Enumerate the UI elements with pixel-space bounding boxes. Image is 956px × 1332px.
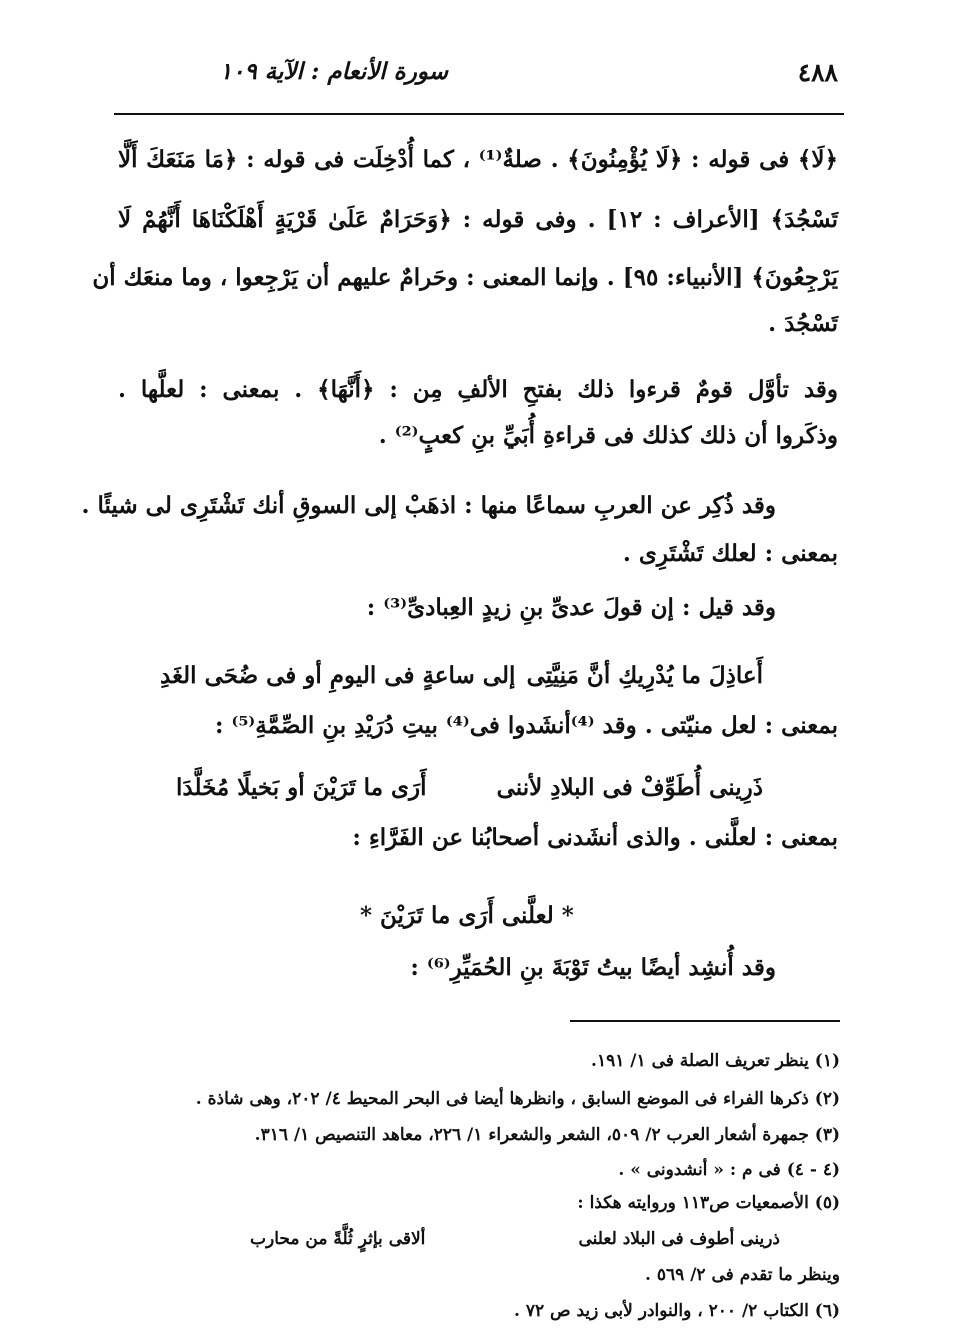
body-line: ﴿لَا﴾ فى قوله : ﴿لَا يُؤْمِنُونَ﴾ . صلةٌ⁽¹⁾ ، كما أُدْخِلَت فى قوله : ﴿مَا مَنَعَكَ أَلَّا [118,146,838,173]
body-line: وقد قيل : إن قولَ عدىِّ بنِ زيدٍ العِبادىِّ⁽³⁾ : [366,594,776,621]
running-title: سورة الأنعام : الآية ١٠٩ [219,58,448,85]
body-line: وذكَروا أن ذلك كذلك فى قراءةِ أُبَيِّ بنِ كعبٍ⁽²⁾ . [378,422,838,449]
body-line: بمعنى : لعلَّنى . والذى أنشَدنى أصحابُنا عن الفَرَّاءِ : [352,824,838,851]
verse-1-hemistich-1: أَعاذِلَ ما يُدْرِيكِ أنَّ مَنِيَّتِى [526,662,763,689]
footnote-6: (٦) الكتاب ٢/ ٢٠٠ ، والنوادر لأبى زيد ص ٧٢ . [513,1301,840,1321]
page-number: ٤٨٨ [797,58,838,87]
footnote-verse-hemistich-1: ذرينى أطوف فى البلاد لعلنى [578,1229,780,1249]
body-line: بمعنى : لعلك تَشْتَرِى . [622,540,838,567]
body-line: وقد ذُكِر عن العربِ سماعًا منها : اذهَبْ إلى السوقِ أنك تَشْتَرِى لى شيئًا . [81,492,776,519]
verse-2-hemistich-1: ذَرِينى أُطَوِّفْ فى البلادِ لأننى [496,774,763,801]
body-line: وقد أُنشِد أيضًا بيتُ تَوْبَةَ بنِ الحُمَيِّرِ⁽⁶⁾ : [410,954,776,981]
body-line: بمعنى : لعل منيّتى . وقد ⁽⁴⁾أنشَدوا فى⁽⁴⁾ بيتِ دُرَيْدِ بنِ الصِّمَّةِ⁽⁵⁾ : [214,712,838,739]
body-line: وقد تأوَّل قومٌ قرءوا ذلك بفتحِ الألفِ مِن : ﴿أَنَّهَا﴾ . بمعنى : لعلَّها . [118,376,838,403]
footnote-3: (٣) جمهرة أشعار العرب ٢/ ٥٠٩، الشعر والشعراء ١/ ٢٢٦، معاهد التنصيص ١/ ٣١٦. [254,1125,840,1145]
footnote-5-continued: وينظر ما تقدم فى ٢/ ٥٦٩ . [645,1265,840,1285]
body-line: تَسْجُدَ﴾ [الأعراف : ١٢] . وفى قوله : ﴿وَحَرَامٌ عَلَىٰ قَرْيَةٍ أَهْلَكْنَاهَا أَنَّهُمْ لَا [118,206,838,233]
page-header [118,58,838,98]
footnote-1: (١) ينظر تعريف الصلة فى ١/ ١٩١. [591,1051,840,1071]
body-line: يَرْجِعُونَ﴾ [الأنبياء: ٩٥] . وإنما المعنى : وحَرامٌ عليهم أن يَرْجِعوا ، وما منعَك أن [92,264,838,291]
verse-1-hemistich-2: إلى ساعةٍ فى اليومِ أو فى ضُحَى الغَدِ [160,662,516,689]
footnote-5: (٥) الأصمعيات ص١١٣ وروايته هكذا : [577,1193,840,1213]
footnote-2: (٢) ذكرها الفراء فى الموضع السابق ، وانظرها أيضا فى البحر المحيط ٤/ ٢٠٢، وهى شاذة . [195,1089,840,1109]
verse-fragment: * لعلَّنى أَرَى ما تَرَيْنَ * [360,902,574,929]
footnote-rule [570,1020,840,1022]
header-rule [114,113,844,115]
footnote-verse-hemistich-2: ألاقى بإثرٍ ثُلَّةً من محارب [250,1229,426,1249]
footnote-4: (٤ - ٤) فى م : « أنشدونى » . [618,1160,840,1180]
body-line: تَسْجُدَ . [768,310,838,337]
verse-2-hemistich-2: أَرَى ما تَرَيْنَ أو بَخيلًا مُخَلَّدَا [176,774,427,801]
